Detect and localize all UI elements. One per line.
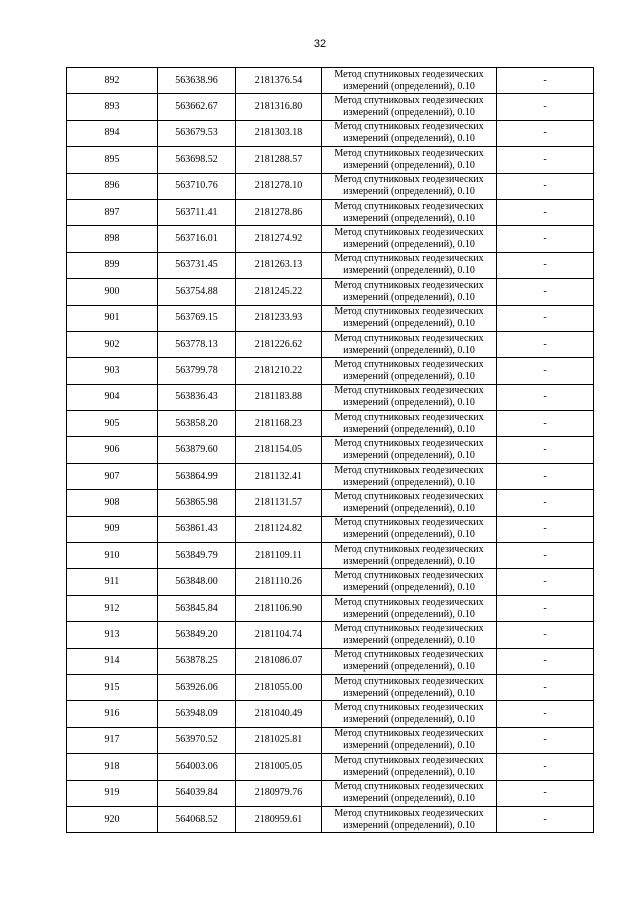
x-coordinate-cell: 563638.96 (158, 68, 236, 94)
table-row (67, 173, 594, 199)
y-coordinate-cell: 2181110.26 (236, 569, 322, 595)
point-number-cell: 898 (67, 226, 158, 252)
note-cell: - (497, 120, 594, 146)
point-number-cell: 899 (67, 252, 158, 278)
point-number-cell: 895 (67, 147, 158, 173)
point-number-cell: 905 (67, 411, 158, 437)
y-coordinate-cell: 2181278.86 (236, 199, 322, 225)
point-number-cell: 906 (67, 437, 158, 463)
table-row (67, 437, 594, 463)
table-row (67, 701, 594, 727)
note-cell: - (497, 595, 594, 621)
note-cell: - (497, 226, 594, 252)
table-row (67, 543, 594, 569)
x-coordinate-cell: 563878.25 (158, 648, 236, 674)
note-cell: - (497, 806, 594, 832)
note-cell: - (497, 648, 594, 674)
x-coordinate-cell: 563716.01 (158, 226, 236, 252)
x-coordinate-cell: 563926.06 (158, 674, 236, 700)
point-number-cell: 917 (67, 727, 158, 753)
note-cell: - (497, 384, 594, 410)
x-coordinate-cell: 563698.52 (158, 147, 236, 173)
x-coordinate-cell: 563845.84 (158, 595, 236, 621)
y-coordinate-cell: 2181245.22 (236, 279, 322, 305)
table-row (67, 411, 594, 437)
x-coordinate-cell: 563710.76 (158, 173, 236, 199)
method-accuracy-cell: Метод спутниковых геодезических измерений (определений), 0.10 (322, 780, 497, 806)
y-coordinate-cell: 2181168.23 (236, 411, 322, 437)
note-cell: - (497, 331, 594, 357)
y-coordinate-cell: 2181233.93 (236, 305, 322, 331)
method-accuracy-cell: Метод спутниковых геодезических измерений (определений), 0.10 (322, 173, 497, 199)
point-number-cell: 896 (67, 173, 158, 199)
y-coordinate-cell: 2181316.80 (236, 94, 322, 120)
table-row (67, 806, 594, 832)
note-cell: - (497, 674, 594, 700)
x-coordinate-cell: 563778.13 (158, 331, 236, 357)
point-number-cell: 910 (67, 543, 158, 569)
x-coordinate-cell: 563754.88 (158, 279, 236, 305)
method-accuracy-cell: Метод спутниковых геодезических измерений (определений), 0.10 (322, 226, 497, 252)
y-coordinate-cell: 2181124.82 (236, 516, 322, 542)
note-cell: - (497, 305, 594, 331)
method-accuracy-cell: Метод спутниковых геодезических измерений (определений), 0.10 (322, 68, 497, 94)
table-row (67, 68, 594, 94)
note-cell: - (497, 279, 594, 305)
table-row (67, 780, 594, 806)
table-row (67, 147, 594, 173)
y-coordinate-cell: 2181183.88 (236, 384, 322, 410)
y-coordinate-cell: 2181131.57 (236, 490, 322, 516)
method-accuracy-cell: Метод спутниковых геодезических измерений (определений), 0.10 (322, 674, 497, 700)
y-coordinate-cell: 2181154.05 (236, 437, 322, 463)
method-accuracy-cell: Метод спутниковых геодезических измерений (определений), 0.10 (322, 754, 497, 780)
table-row (67, 674, 594, 700)
note-cell: - (497, 68, 594, 94)
method-accuracy-cell: Метод спутниковых геодезических измерений (определений), 0.10 (322, 543, 497, 569)
y-coordinate-cell: 2181376.54 (236, 68, 322, 94)
point-number-cell: 897 (67, 199, 158, 225)
note-cell: - (497, 727, 594, 753)
table-row (67, 120, 594, 146)
y-coordinate-cell: 2181303.18 (236, 120, 322, 146)
note-cell: - (497, 463, 594, 489)
coordinates-table-body (67, 68, 594, 833)
note-cell: - (497, 622, 594, 648)
table-row (67, 463, 594, 489)
x-coordinate-cell: 563731.45 (158, 252, 236, 278)
x-coordinate-cell: 563849.79 (158, 543, 236, 569)
point-number-cell: 900 (67, 279, 158, 305)
x-coordinate-cell: 563662.67 (158, 94, 236, 120)
y-coordinate-cell: 2181109.11 (236, 543, 322, 569)
method-accuracy-cell: Метод спутниковых геодезических измерений (определений), 0.10 (322, 569, 497, 595)
point-number-cell: 916 (67, 701, 158, 727)
y-coordinate-cell: 2180979.76 (236, 780, 322, 806)
method-accuracy-cell: Метод спутниковых геодезических измерений (определений), 0.10 (322, 701, 497, 727)
y-coordinate-cell: 2181210.22 (236, 358, 322, 384)
table-row (67, 648, 594, 674)
y-coordinate-cell: 2181226.62 (236, 331, 322, 357)
table-row (67, 490, 594, 516)
method-accuracy-cell: Метод спутниковых геодезических измерений (определений), 0.10 (322, 622, 497, 648)
y-coordinate-cell: 2181086.07 (236, 648, 322, 674)
table-row (67, 569, 594, 595)
note-cell: - (497, 490, 594, 516)
note-cell: - (497, 147, 594, 173)
x-coordinate-cell: 563865.98 (158, 490, 236, 516)
table-row (67, 754, 594, 780)
point-number-cell: 912 (67, 595, 158, 621)
table-row (67, 595, 594, 621)
point-number-cell: 909 (67, 516, 158, 542)
note-cell: - (497, 358, 594, 384)
point-number-cell: 907 (67, 463, 158, 489)
note-cell: - (497, 516, 594, 542)
note-cell: - (497, 701, 594, 727)
method-accuracy-cell: Метод спутниковых геодезических измерений (определений), 0.10 (322, 806, 497, 832)
x-coordinate-cell: 563864.99 (158, 463, 236, 489)
x-coordinate-cell: 563879.60 (158, 437, 236, 463)
coordinates-table (66, 67, 594, 833)
y-coordinate-cell: 2181132.41 (236, 463, 322, 489)
point-number-cell: 894 (67, 120, 158, 146)
x-coordinate-cell: 563858.20 (158, 411, 236, 437)
method-accuracy-cell: Метод спутниковых геодезических измерений (определений), 0.10 (322, 437, 497, 463)
page-number: 32 (313, 38, 327, 50)
note-cell: - (497, 411, 594, 437)
method-accuracy-cell: Метод спутниковых геодезических измерений (определений), 0.10 (322, 595, 497, 621)
x-coordinate-cell: 563948.09 (158, 701, 236, 727)
table-row (67, 279, 594, 305)
point-number-cell: 892 (67, 68, 158, 94)
table-row (67, 226, 594, 252)
x-coordinate-cell: 564003.06 (158, 754, 236, 780)
x-coordinate-cell: 563769.15 (158, 305, 236, 331)
x-coordinate-cell: 563679.53 (158, 120, 236, 146)
method-accuracy-cell: Метод спутниковых геодезических измерений (определений), 0.10 (322, 305, 497, 331)
x-coordinate-cell: 563861.43 (158, 516, 236, 542)
table-row (67, 331, 594, 357)
method-accuracy-cell: Метод спутниковых геодезических измерений (определений), 0.10 (322, 252, 497, 278)
point-number-cell: 920 (67, 806, 158, 832)
point-number-cell: 915 (67, 674, 158, 700)
method-accuracy-cell: Метод спутниковых геодезических измерений (определений), 0.10 (322, 727, 497, 753)
y-coordinate-cell: 2181278.10 (236, 173, 322, 199)
point-number-cell: 908 (67, 490, 158, 516)
method-accuracy-cell: Метод спутниковых геодезических измерений (определений), 0.10 (322, 147, 497, 173)
y-coordinate-cell: 2181104.74 (236, 622, 322, 648)
x-coordinate-cell: 563849.20 (158, 622, 236, 648)
table-row (67, 199, 594, 225)
method-accuracy-cell: Метод спутниковых геодезических измерений (определений), 0.10 (322, 384, 497, 410)
method-accuracy-cell: Метод спутниковых геодезических измерений (определений), 0.10 (322, 358, 497, 384)
method-accuracy-cell: Метод спутниковых геодезических измерений (определений), 0.10 (322, 648, 497, 674)
table-row (67, 384, 594, 410)
y-coordinate-cell: 2181040.49 (236, 701, 322, 727)
point-number-cell: 914 (67, 648, 158, 674)
x-coordinate-cell: 564039.84 (158, 780, 236, 806)
point-number-cell: 918 (67, 754, 158, 780)
point-number-cell: 901 (67, 305, 158, 331)
x-coordinate-cell: 563711.41 (158, 199, 236, 225)
note-cell: - (497, 199, 594, 225)
table-row (67, 94, 594, 120)
y-coordinate-cell: 2181055.00 (236, 674, 322, 700)
point-number-cell: 913 (67, 622, 158, 648)
y-coordinate-cell: 2181025.81 (236, 727, 322, 753)
method-accuracy-cell: Метод спутниковых геодезических измерений (определений), 0.10 (322, 516, 497, 542)
x-coordinate-cell: 563970.52 (158, 727, 236, 753)
note-cell: - (497, 94, 594, 120)
method-accuracy-cell: Метод спутниковых геодезических измерений (определений), 0.10 (322, 463, 497, 489)
point-number-cell: 911 (67, 569, 158, 595)
x-coordinate-cell: 564068.52 (158, 806, 236, 832)
point-number-cell: 902 (67, 331, 158, 357)
method-accuracy-cell: Метод спутниковых геодезических измерений (определений), 0.10 (322, 120, 497, 146)
note-cell: - (497, 543, 594, 569)
y-coordinate-cell: 2181263.13 (236, 252, 322, 278)
x-coordinate-cell: 563848.00 (158, 569, 236, 595)
method-accuracy-cell: Метод спутниковых геодезических измерений (определений), 0.10 (322, 279, 497, 305)
table-row (67, 516, 594, 542)
method-accuracy-cell: Метод спутниковых геодезических измерений (определений), 0.10 (322, 94, 497, 120)
note-cell: - (497, 569, 594, 595)
point-number-cell: 904 (67, 384, 158, 410)
note-cell: - (497, 252, 594, 278)
note-cell: - (497, 780, 594, 806)
table-row (67, 727, 594, 753)
x-coordinate-cell: 563836.43 (158, 384, 236, 410)
note-cell: - (497, 173, 594, 199)
table-row (67, 622, 594, 648)
point-number-cell: 919 (67, 780, 158, 806)
method-accuracy-cell: Метод спутниковых геодезических измерений (определений), 0.10 (322, 411, 497, 437)
y-coordinate-cell: 2181274.92 (236, 226, 322, 252)
y-coordinate-cell: 2180959.61 (236, 806, 322, 832)
note-cell: - (497, 754, 594, 780)
table-row (67, 358, 594, 384)
y-coordinate-cell: 2181005.05 (236, 754, 322, 780)
point-number-cell: 893 (67, 94, 158, 120)
method-accuracy-cell: Метод спутниковых геодезических измерений (определений), 0.10 (322, 331, 497, 357)
table-row (67, 305, 594, 331)
method-accuracy-cell: Метод спутниковых геодезических измерений (определений), 0.10 (322, 490, 497, 516)
point-number-cell: 903 (67, 358, 158, 384)
method-accuracy-cell: Метод спутниковых геодезических измерений (определений), 0.10 (322, 199, 497, 225)
x-coordinate-cell: 563799.78 (158, 358, 236, 384)
y-coordinate-cell: 2181288.57 (236, 147, 322, 173)
note-cell: - (497, 437, 594, 463)
y-coordinate-cell: 2181106.90 (236, 595, 322, 621)
table-row (67, 252, 594, 278)
